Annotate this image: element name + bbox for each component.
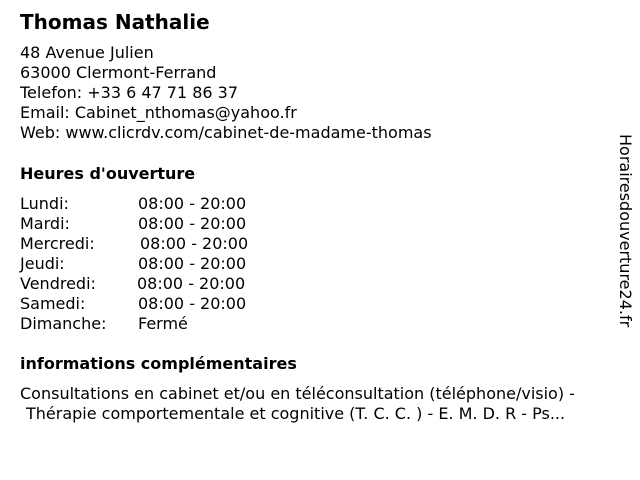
time-value: 08:00 - 20:00 bbox=[138, 194, 247, 213]
hours-row-thursday bbox=[20, 254, 320, 274]
time-value: 08:00 - 20:00 bbox=[140, 234, 249, 253]
additional-info-heading: informations complémentaires bbox=[20, 354, 297, 373]
time-value: 08:00 - 20:00 bbox=[138, 294, 247, 313]
business-name: Thomas Nathalie bbox=[20, 10, 210, 34]
day-label: Lundi: bbox=[20, 194, 69, 213]
hours-row-wednesday bbox=[20, 234, 320, 254]
day-label: Samedi: bbox=[20, 294, 86, 313]
opening-hours-heading: Heures d'ouverture bbox=[20, 164, 196, 183]
time-value: Fermé bbox=[138, 314, 188, 333]
day-label: Mercredi: bbox=[20, 234, 95, 253]
info-line-2: Thérapie comportementale et cognitive (T. C. C. ) - E. M. D. R - Ps... bbox=[26, 404, 566, 423]
site-watermark bbox=[612, 134, 636, 344]
day-label: Jeudi: bbox=[20, 254, 65, 273]
phone-number: Telefon: +33 6 47 71 86 37 bbox=[20, 83, 239, 102]
day-label: Mardi: bbox=[20, 214, 70, 233]
hours-row-tuesday bbox=[20, 214, 320, 234]
hours-row-sunday bbox=[20, 314, 320, 334]
website-address: Web: www.clicrdv.com/cabinet-de-madame-thomas bbox=[20, 123, 432, 142]
contact-block bbox=[20, 43, 432, 143]
additional-info-text bbox=[20, 384, 575, 424]
day-label: Dimanche: bbox=[20, 314, 107, 333]
time-value: 08:00 - 20:00 bbox=[138, 254, 247, 273]
hours-row-saturday bbox=[20, 294, 320, 314]
info-line-1: Consultations en cabinet et/ou en téléconsultation (téléphone/visio) - bbox=[20, 384, 575, 403]
hours-row-friday bbox=[20, 274, 320, 294]
time-value: 08:00 - 20:00 bbox=[138, 214, 247, 233]
email-address: Email: Cabinet_nthomas@yahoo.fr bbox=[20, 103, 297, 122]
watermark-text: Horairesdouverture24.fr bbox=[616, 134, 635, 328]
hours-row-monday bbox=[20, 194, 320, 214]
day-label: Vendredi: bbox=[20, 274, 96, 293]
opening-hours-table bbox=[20, 194, 320, 334]
city-address: 63000 Clermont-Ferrand bbox=[20, 63, 217, 82]
street-address: 48 Avenue Julien bbox=[20, 43, 154, 62]
time-value: 08:00 - 20:00 bbox=[137, 274, 246, 293]
